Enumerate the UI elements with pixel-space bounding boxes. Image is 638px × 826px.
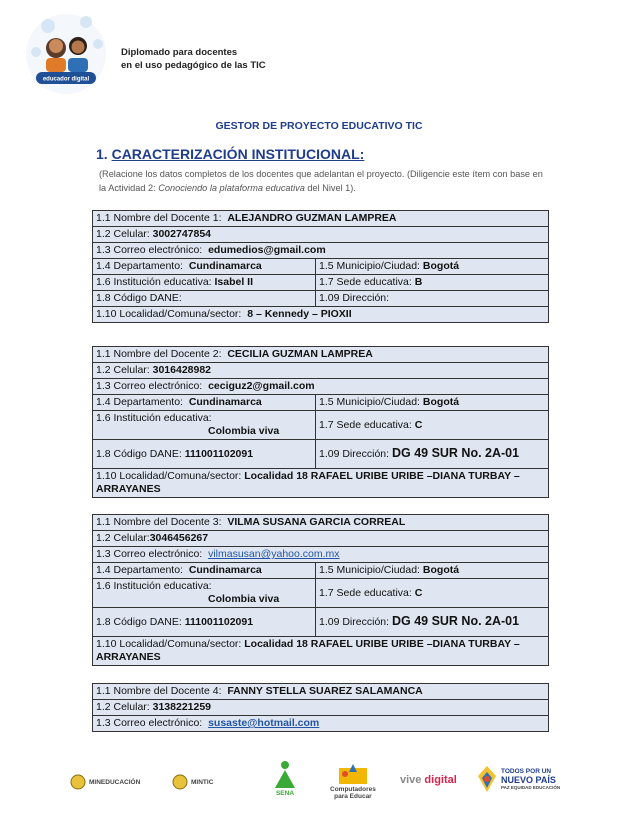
- document-title: GESTOR DE PROYECTO EDUCATIVO TIC: [215, 120, 423, 132]
- city-cell: 1.5 Municipio/Ciudad: Bogotá: [316, 563, 549, 579]
- cellphone-value: 3002747854: [152, 228, 212, 240]
- email-value: edumedios@gmail.com: [208, 244, 326, 256]
- diplomado-logo: [18, 8, 114, 100]
- address-cell: 1.09 Dirección:: [316, 291, 549, 307]
- campus-cell: 1.7 Sede educativa: C: [316, 411, 549, 440]
- vive-digital-logo: vive digital: [400, 774, 457, 786]
- cellphone-row: 1.2 Celular:3046456267: [93, 531, 549, 547]
- email-link[interactable]: susaste@hotmail.com: [208, 717, 320, 729]
- department-cell: 1.4 Departamento: Cundinamarca: [93, 259, 316, 275]
- mineducacion-logo: MINEDUCACIÓN: [70, 774, 140, 790]
- locality-row: 1.10 Localidad/Comuna/sector: Localidad 18 RAFAEL URIBE URIBE –DIANA TURBAY – ARRAYANES: [93, 637, 549, 666]
- email-link[interactable]: vilmasusan@yahoo.com.mx: [208, 548, 340, 560]
- email-row: 1.3 Correo electrónico: vilmasusan@yahoo.com.mx: [93, 547, 549, 563]
- teacher-3-table: [92, 514, 549, 666]
- campus-cell: 1.7 Sede educativa: B: [316, 275, 549, 291]
- institution-cell: 1.6 Institución educativa: Isabel II: [93, 275, 316, 291]
- email-row: 1.3 Correo electrónico: susaste@hotmail.com: [93, 716, 549, 732]
- city-cell: 1.5 Municipio/Ciudad: Bogotá: [316, 259, 549, 275]
- teacher-2-table: [92, 346, 549, 498]
- teacher-name-row: 1.1 Nombre del Docente 2: CECILIA GUZMAN LAMPREA: [93, 347, 549, 363]
- header-line-1: Diplomado para docentes: [121, 47, 238, 58]
- dane-code-cell: 1.8 Código DANE:: [93, 291, 316, 307]
- address-cell: 1.09 Dirección: DG 49 SUR No. 2A-01: [316, 608, 549, 637]
- teacher-name: VILMA SUSANA GARCIA CORREAL: [227, 516, 406, 528]
- institution-cell: 1.6 Institución educativa: Colombia viva: [93, 579, 316, 608]
- institution-cell: 1.6 Institución educativa: Colombia viva: [93, 411, 316, 440]
- dane-code-cell: 1.8 Código DANE: 111001102091: [93, 440, 316, 469]
- header-line-2: en el uso pedagógico de las TIC: [121, 60, 266, 71]
- teacher-name-row: 1.1 Nombre del Docente 3: VILMA SUSANA GARCIA CORREAL: [93, 515, 549, 531]
- todos-por-un-nuevo-pais-logo: TODOS POR UN NUEVO PAÍS PAZ EQUIDAD EDUCACIÓN: [476, 764, 560, 794]
- campus-cell: 1.7 Sede educativa: C: [316, 579, 549, 608]
- department-cell: 1.4 Departamento: Cundinamarca: [93, 395, 316, 411]
- footer-logos: [70, 760, 580, 808]
- cellphone-row: 1.2 Celular: 3002747854: [93, 227, 549, 243]
- section-number: 1.: [96, 146, 108, 162]
- mintic-logo: MINTIC: [172, 774, 213, 790]
- header-title: [121, 46, 266, 72]
- badge-text: educador digital: [42, 76, 90, 83]
- locality-row: 1.10 Localidad/Comuna/sector: Localidad 18 RAFAEL URIBE URIBE –DIANA TURBAY – ARRAYANES: [93, 469, 549, 498]
- cellphone-row: 1.2 Celular: 3016428982: [93, 363, 549, 379]
- teacher-1-table: [92, 210, 549, 323]
- city-cell: 1.5 Municipio/Ciudad: Bogotá: [316, 395, 549, 411]
- teacher-4-table: [92, 683, 549, 732]
- section-title: CARACTERIZACIÓN INSTITUCIONAL:: [111, 146, 365, 162]
- address-cell: 1.09 Dirección: DG 49 SUR No. 2A-01: [316, 440, 549, 469]
- teacher-name: FANNY STELLA SUAREZ SALAMANCA: [227, 685, 423, 697]
- sena-logo: SENA: [272, 760, 298, 797]
- dane-code-cell: 1.8 Código DANE: 111001102091: [93, 608, 316, 637]
- section-heading: [96, 146, 364, 162]
- teacher-name: CECILIA GUZMAN LAMPREA: [227, 348, 373, 360]
- email-row: 1.3 Correo electrónico: ceciguz2@gmail.com: [93, 379, 549, 395]
- teacher-name-row: 1.1 Nombre del Docente 1: ALEJANDRO GUZMAN LAMPREA: [93, 211, 549, 227]
- teacher-name: ALEJANDRO GUZMAN LAMPREA: [227, 212, 397, 224]
- computadores-para-educar-logo: Computadores para Educar: [330, 764, 376, 800]
- email-row: 1.3 Correo electrónico: edumedios@gmail.com: [93, 243, 549, 259]
- department-cell: 1.4 Departamento: Cundinamarca: [93, 563, 316, 579]
- teacher-name-row: 1.1 Nombre del Docente 4: FANNY STELLA SUAREZ SALAMANCA: [93, 684, 549, 700]
- section-instructions: (Relacione los datos completos de los docentes que adelantan el proyecto. (Diligencie este ítem con base en la Actividad 2: Conociendo la plataforma educativa del Nivel 1).: [99, 169, 543, 193]
- locality-row: 1.10 Localidad/Comuna/sector: 8 – Kennedy – PIOXII: [93, 307, 549, 323]
- cellphone-row: 1.2 Celular: 3138221259: [93, 700, 549, 716]
